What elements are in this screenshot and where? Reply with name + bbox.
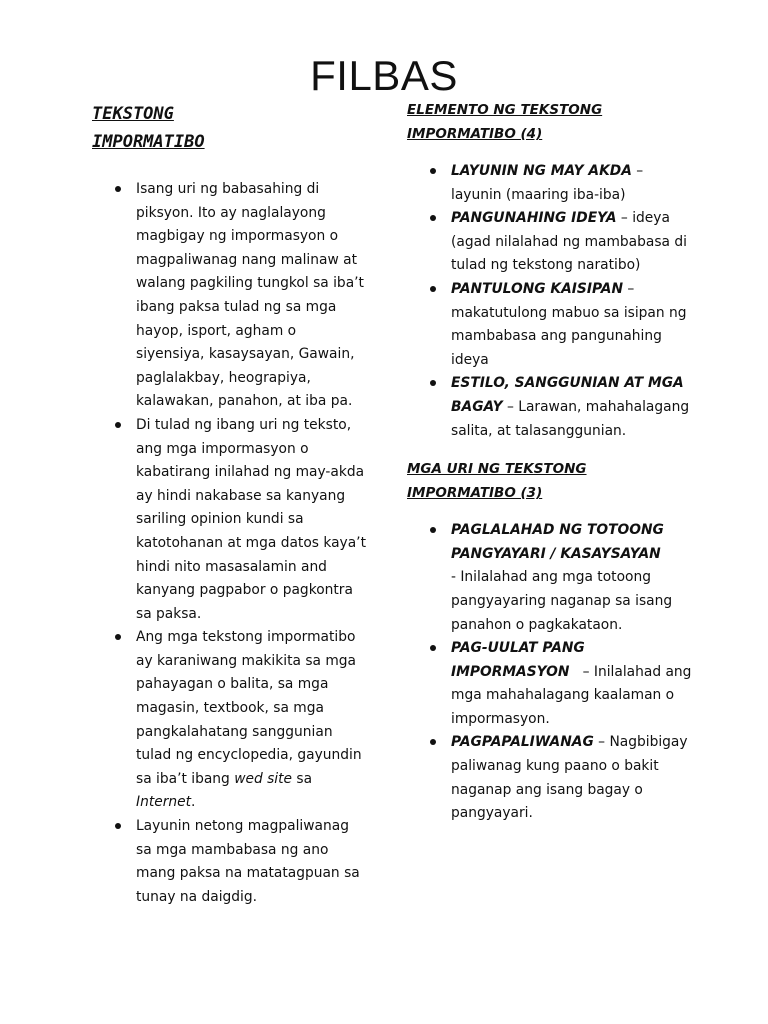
left-column [92,100,367,909]
list-item [92,815,367,909]
item-desc: – makatutulong mabuo sa isipan ng mambabasa ang pangunahing ideya [451,280,687,368]
list-item [407,160,697,207]
item-term: PAGLALAHAD NG TOTOONG [451,522,664,539]
list-item [407,731,697,825]
mga-uri-list [407,519,697,826]
item-desc: – Larawan, mahahalagang salita, at talasanggunian. [451,398,690,439]
list-item [92,178,367,414]
heading-line: ELEMENTO NG TEKSTONG [407,102,603,118]
item-term: ESTILO, SANGGUNIAN AT MGA BAGAY [451,375,684,415]
bullet-text: sa [292,770,313,787]
item-desc: - Inilalahad ang mga totoong pangyayaring naganap sa isang panahon o pagkakataon. [451,569,673,633]
list-item [92,626,367,815]
left-heading-line1: TEKSTONG [92,104,174,124]
item-term: PANGYAYARI / KASAYSAYAN [451,545,661,562]
item-desc: – Nagbibigay paliwanag kung paano o bakit naganap ang isang bagay o pangyayari. [451,734,688,822]
item-term: PAG-UULAT PANG IMPORMASYON [451,640,585,680]
elemento-list [407,160,697,443]
item-term: PAGPAPALIWANAG [451,734,594,751]
item-term: LAYUNIN NG MAY AKDA [451,163,632,179]
item-term: PANTULONG KAISIPAN [451,280,624,297]
item-term: PANGUNAHING IDEYA [451,210,617,227]
right-column [407,98,697,826]
list-item [407,278,697,372]
bullet-text: Ang mga tekstong impormatibo ay karaniwang makikita sa mga pahayagan o balita, sa mga magasin, textbook, sa mga pangkalahatang sanggunian tulad ng encyclopedia, gayundin sa iba’t ibang [136,629,362,787]
heading-line: IMPORMATIBO (4) [407,126,543,142]
list-item [407,207,697,278]
item-desc: – layunin (maaring iba-iba) [451,163,644,203]
list-item [407,372,697,443]
bullet-text: Isang uri ng babasahing di piksyon. Ito ay naglalayong magbigay ng impormasyon o magpaliwanag nang malinaw at walang pagkiling tungkol sa iba’t ibang paksa tulad ng sa mga hayop, isport, agham o siyensiya, kasaysayan, Gawain, paglalakbay, heograpiya, kalawakan, panahon, at iba pa. [136,181,364,410]
left-bullet-list [92,178,367,909]
heading-line: MGA URI NG TEKSTONG [407,461,587,478]
item-desc: – Inilalahad ang mga mahahalagang kaalaman o impormasyon. [451,663,696,727]
list-item [92,414,367,626]
elemento-heading [407,98,697,146]
bullet-text: . [191,794,196,811]
list-item [407,637,697,731]
left-section-heading [92,100,367,156]
list-item [407,519,697,637]
mga-uri-heading [407,457,697,505]
page-title: FILBAS [310,52,458,99]
left-heading-line2: IMPORMATIBO [92,132,205,152]
heading-line: IMPORMATIBO (3) [407,485,543,502]
bullet-text: Di tulad ng ibang uri ng teksto, ang mga impormasyon o kabatirang inilahad ng may-akda ay hindi nakabase sa kanyang sariling opinion kundi sa katotohanan at mga datos kaya’t hindi nito masasalamin and kanyang pagpabor o pagkontra sa paksa. [136,416,366,622]
item-desc: – ideya (agad nilalahad ng mambabasa di tulad ng tekstong naratibo) [451,210,687,274]
bullet-text: Layunin netong magpaliwanag sa mga mambabasa ng ano mang paksa na matatagpuan sa tunay na daigdig. [136,818,360,905]
italic-term: Internet [136,794,192,811]
italic-term: wed site [234,770,293,787]
